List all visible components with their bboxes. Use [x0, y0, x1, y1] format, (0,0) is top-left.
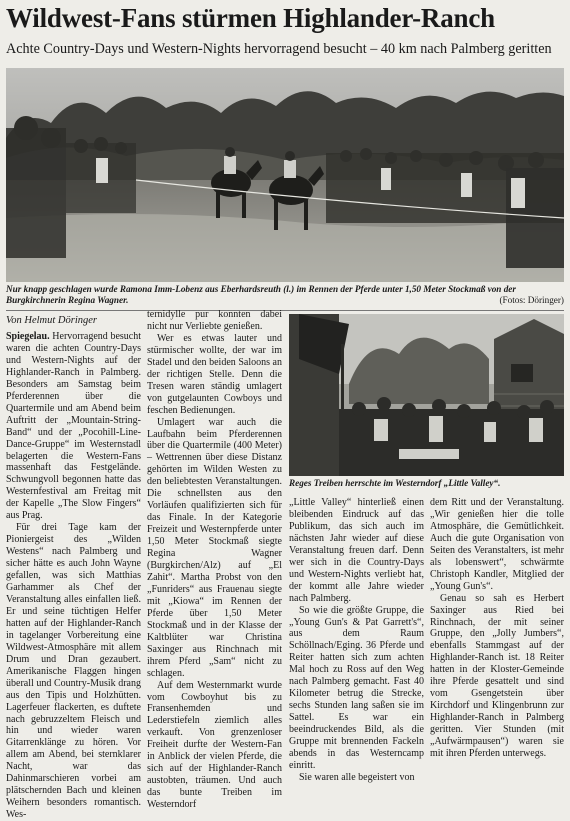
second-photo-caption: Reges Treiben herrschte im Westerndorf „Little Valley“. [289, 478, 501, 488]
western-village-photo [289, 314, 564, 476]
article-column-4 [430, 497, 564, 760]
separator-rule [6, 310, 564, 311]
col1-paragraph-2: Für drei Tage kam der Pioniergeist des „Wilden Westens“ nach Palmberg und sicher hätte es auch John Wayne gefallen, was sich Matthias Garhammer als Chef der Veranstaltung alles einfallen ließ. Er und seine tüchtigen Helfer hatten auf der Highlander-Ranch in tagelanger Vorbereitung eine Wildwest-Atmosphäre mit allem Drum und Dran gezaubert. Amerikanische Flaggen hingen überall und Country-Musik drang aus den Tipis und Holzhütten. Lagerfeuer flackerten, es duftete nach gebruzzeltem Fleisch und hin und wieder waren Gitarrenklänge zu hören. Vor allem am Abend, bei sternklarer Nacht, war das Dahinmarschieren vorbei am plätschernden Bach und kleinen Weihern besonders romantisch. Wes- [6, 522, 141, 821]
article-column-2 [147, 309, 282, 811]
article-column-1 [6, 331, 141, 821]
subheadline: Achte Country-Days und Western-Nights hervorragend besucht – 40 km nach Palmberg geritten [6, 41, 552, 57]
top-photo-caption [6, 284, 564, 306]
headline: Wildwest-Fans stürmen Highlander-Ranch [6, 3, 495, 33]
col4-paragraph-1: dem Ritt und der Veranstaltung. „Wir genießen hier die tolle Atmosphäre, die Gemütlichkeit. Auch die gute Organisation von Seiten des Veranstalters, ist mehr als lobenswert“, schwärmte Christoph Kandler, Mitglied der „Young Gun's“. [430, 497, 564, 592]
byline: Von Helmut Döringer [6, 315, 97, 326]
col2-paragraph-1: ternidylle pur konnten dabei nicht nur Verliebte genießen. [147, 309, 282, 332]
col2-paragraph-3: Umlagert war auch die Laufbahn beim Pferderennen über die Quartermile (400 Meter) – Wettrennen über diese Distanz gehörten im Wilden Westen zu den beliebtesten Veranstaltungen. Die schnellsten aus den Vorläufen qualifizierten sich für das Finale. In der Kategorie Freizeit und Westernpferde unter 1,50 Meter Stockmaß siegte Regina Wagner (Burgkirchen/Alz) auf „El Zahit“. Martha Probst von den „Funriders“ aus Frauenau siegte mit „Kiowa“ im Rennen der Pferde über 1,50 Meter Stockmaß und in der Klasse der Kaltblüter war Christina Saxinger aus Rinchnach mit ihrem Pferd „Sam“ nicht zu schlagen. [147, 416, 282, 679]
col2-paragraph-4: Auf dem Westernmarkt wurde vom Cowboyhut bis zu Fransenhemden und Lederstiefeln ziemlich alles verkauft. Von grenzenloser Freiheit durfte der Western-Fan in Anblick der vielen Pferde, die sich auf der Highlander-Ranch austobten, träumen. Und auch das bunte Treiben im Westerndorf [147, 679, 282, 811]
article-column-3 [289, 497, 424, 784]
col3-paragraph-3: Sie waren alle begeistert von [299, 771, 415, 783]
col4-paragraph-2: Genau so sah es Herbert Saxinger aus Ried bei Rinchnach, der mit seiner Gruppe, den „Jolly Jumbers“, ebenfalls Stammgast auf der Highlander-Ranch ist. 18 Reiter hatten in der Kloster-Gemeinde ihre Pferde gesattelt und sind vom Gsengetstein über Kirchdorf und Klingenbrunn zur Highlander-Ranch in Palmberg geritten. Vier Stunden (mit „Aufwärmpausen“) waren sie mit ihren Pferden unterwegs. [430, 592, 564, 760]
col1-paragraph-1: Hervorragend besucht waren die achten Country-Days und Western-Nights auf der Highlander-Ranch in Palmberg. Besonders am Samstag beim Pferderennen über die Quartermile und am Abend beim Auftritt der „Mountain-String-Band“ und der „Pocohill-Line-Dance-Gruppe“ im Westernstadl belagerten die Western-Fans massenhaft das Festgelände. Schwungvoll begonnen hatte das Westernfestival am Freitag mit der Kapelle „The Slow Fingers“ aus Prag. [6, 331, 142, 522]
col3-paragraph-1: „Little Valley“ hinterließ einen bleibenden Eindruck auf das Publikum, das sich auch im nächsten Jahr wieder auf diese Veranstaltung freuen darf. Denn wer sich in die Country-Days und Western-Nights verliebt hat, der kommt alle Jahre wieder nach Palmberg. [289, 497, 424, 604]
col3-paragraph-2: So wie die größte Gruppe, die „Young Gun's & Pat Garrett's“, aus dem Raum Schöllnach/Eging. 36 Pferde und Reiter hatten sich zum achten Mal hoch zu Ross auf den Weg nach Palmberg gemacht. Fast 40 Kilometer betrug die Strecke, sechs Stunden lang saßen sie im Sattel. Es war ein beeindruckendes Bild, als die Gruppe mit brennenden Fackeln abends in das Westerncamp einritt. [289, 604, 424, 771]
top-photo-caption-text: Nur knapp geschlagen wurde Ramona Imm-Lobenz aus Eberhardsreuth (l.) im Rennen der Pferde unter 1,50 Meter Stockmaß von der Burgkirchnerin Regina Wagner. [6, 284, 516, 305]
col2-paragraph-2: Wer es etwas lauter und stürmischer wollte, der war im Stadel und den beiden Saloons an der richtigen Stelle. Denn die Tresen waren ständig umlagert von gutgelaunten Cowboys und feschen Bedienungen. [147, 332, 282, 416]
photo-credit: (Fotos: Döringer) [499, 295, 564, 305]
horse-race-photo [6, 68, 564, 282]
dateline: Spiegelau. [6, 331, 50, 342]
